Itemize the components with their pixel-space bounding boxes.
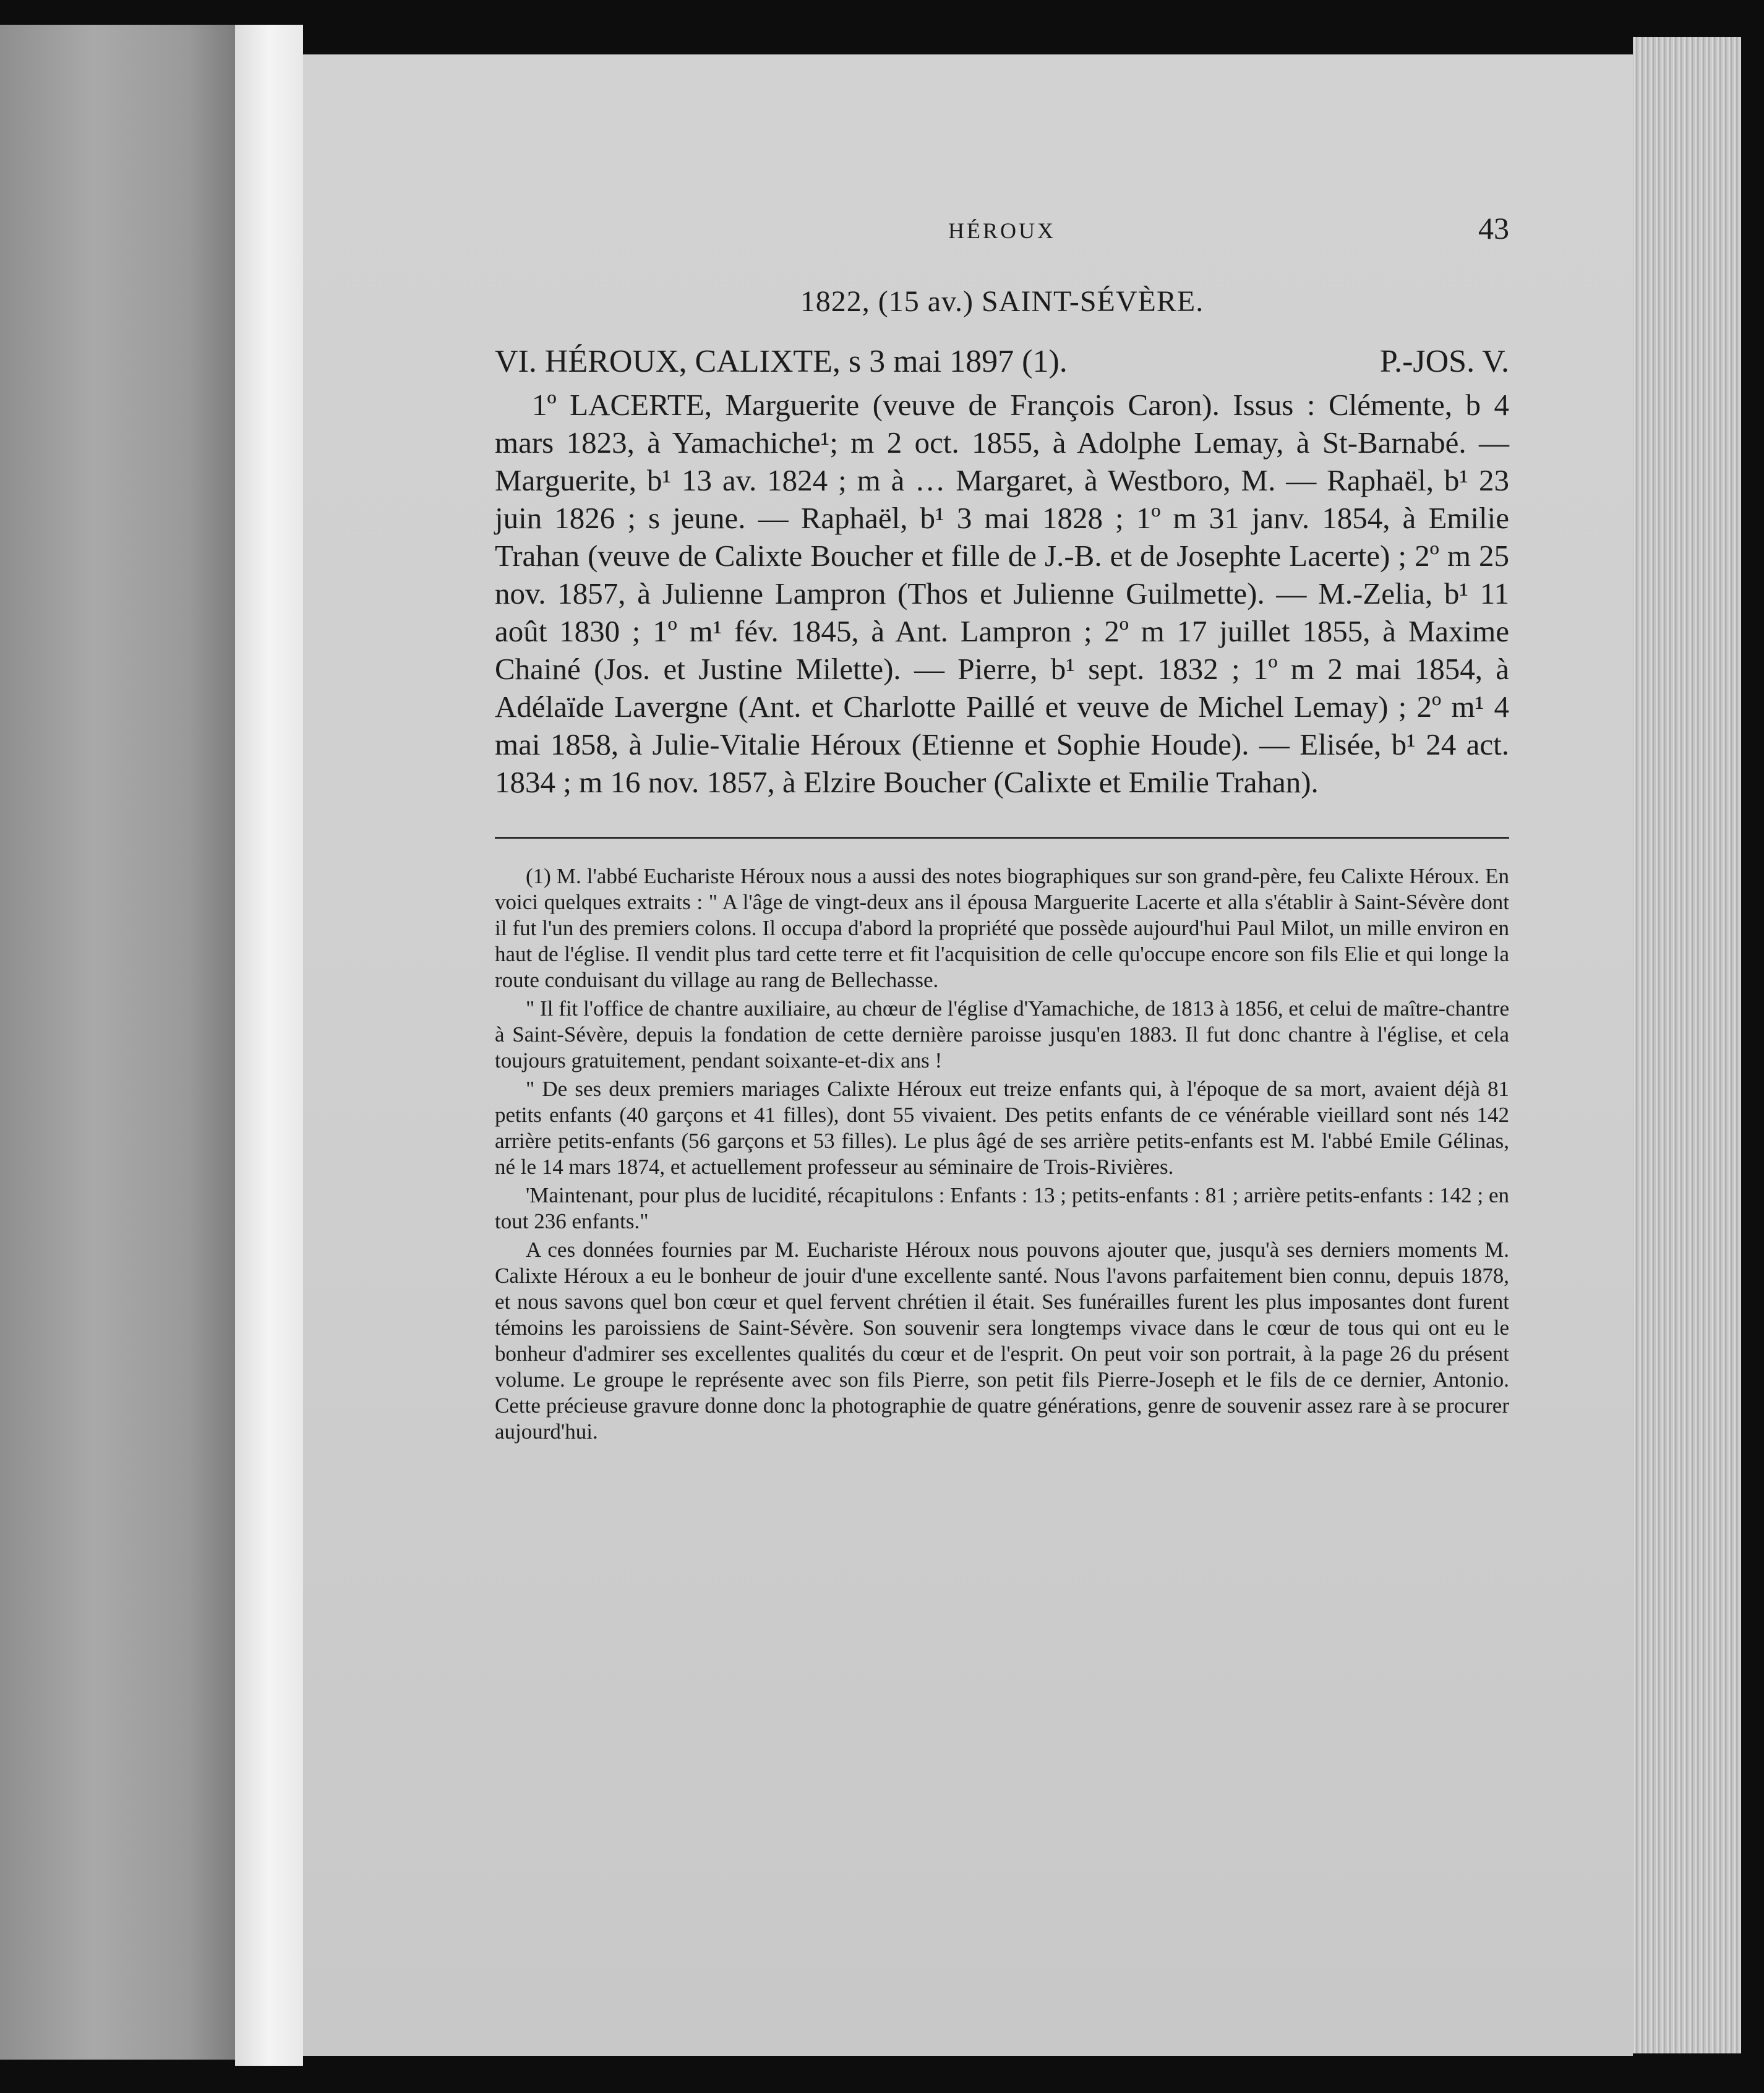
page-edges <box>1633 37 1741 2053</box>
entry-heading-parent: P.-JOS. V. <box>1379 344 1509 379</box>
entry-heading <box>495 343 1509 380</box>
page-text <box>495 210 1509 1447</box>
footnote-divider <box>495 837 1509 839</box>
footnote-paragraph: A ces données fournies par M. Eucharistе Héroux nous pouvons ajouter que, jusqu'à ses derniers moments M. Calixte Héroux a eu le bonheur de jouir d'une excellente santé. Nous l'avons parfaitement bien connu, depuis 1878, et nous savons quel bon cœur et quel fervent chrétien il était. Ses funérailles furent les plus imposantes dont furent témoins les paroissiens de Saint-Sévère. Son souvenir sera longtemps vivace dans le cœur de tous qui ont eu le bonheur d'admirer ses excellentes qualités du cœur et de l'esprit. On peut voir son portrait, à la page 26 du présent volume. Le groupe le représente avec son fils Pierre, son petit fils Pierre-Joseph et le fils de ce dernier, Antonio. Cette précieuse gravure donne donc la photographie de quatre générations, genre de souvenir assez rare à se procurer aujourd'hui. <box>495 1238 1509 1444</box>
footnote-paragraph: 'Maintenant, pour plus de lucidité, récapitulons : Enfants : 13 ; petits-enfants : 81 ; arrière petits-enfants : 142 ; en tout 236 enfants." <box>495 1183 1509 1233</box>
footnote-paragraph: " De ses deux premiers mariages Calixte Héroux eut treize enfants qui, à l'époque de sa mort, avaient déjà 81 petits enfants (40 garçons et 41 filles), dont 55 vivaient. Des petits enfants de ce vénérable vieillard sont nés 142 arrière petits-enfants (56 garçons et 53 filles). Le plus âgé de ses arrière petits-enfants est M. l'abbé Emile Gélinas, né le 14 mars 1874, et actuellement professeur au séminaire de Trois-Rivières. <box>495 1077 1509 1179</box>
running-title: HÉROUX <box>948 218 1056 243</box>
entry-body: 1º LACERTE, Marguerite (veuve de François Caron). Issus : Clémente, b 4 mars 1823, à Yamachiche¹; m 2 oct. 1855, à Adolphe Lemay, à St-Barnabé. — Marguerite, b¹ 13 av. 1824 ; m à … Margaret, à Westboro, M. — Raphaël, b¹ 23 juin 1826 ; s jeune. — Raphaël, b¹ 3 mai 1828 ; 1º m 31 janv. 1854, à Emilie Trahan (veuve de Calixte Boucher et fille de J.-B. et de Josephte Lacerte) ; 2º m 25 nov. 1857, à Julienne Lampron (Thos et Julienne Guilmette). — M.-Zelia, b¹ 11 août 1830 ; 1º m¹ fév. 1845, à Ant. Lampron ; 2º m 17 juillet 1855, à Maxime Chainé (Jos. et Justine Milette). — Pierre, b¹ sept. 1832 ; 1º m 2 mai 1854, à Adélaïde Lavergne (Ant. et Charlotte Paillé et veuve de Michel Lemay) ; 2º m¹ 4 mai 1858, à Julie-Vitalie Héroux (Etienne et Sophie Houde). — Elisée, b¹ 24 act. 1834 ; m 16 nov. 1857, à Elzire Boucher (Calixte et Emilie Trahan). <box>495 388 1509 799</box>
page-number: 43 <box>1478 211 1509 246</box>
page-gutter <box>235 25 303 2066</box>
footnote-paragraph: " Il fit l'office de chantre auxiliaire, au chœur de l'église d'Yamachiche, de 1813 à 1856, et celui de maître-chantre à Saint-Sévère, depuis la fondation de cette dernière paroisse jusqu'en 1883. Il fut donc chantre à l'église, et cela toujours gratuitement, pendant soixante-et-dix ans ! <box>495 996 1509 1072</box>
running-head <box>495 210 1509 260</box>
entry-heading-name: VI. HÉROUX, CALIXTE, s 3 mai 1897 (1). <box>495 344 1068 379</box>
facing-page <box>0 25 235 2060</box>
section-subhead: 1822, (15 av.) SAINT-SÉVÈRE. <box>800 285 1204 318</box>
footnote-paragraph: (1) M. l'abbé Eucharistе Héroux nous a aussi des notes biographiques sur son grand-père, feu Calixte Héroux. En voici quelques extraits : " A l'âge de vingt-deux ans il épousa Marguerite Lacerte et alla s'établir à Saint-Sévère dont il fut l'un des premiers colons. Il occupa d'abord la propriété que possède aujourd'hui Paul Milot, un mille environ en haut de l'église. Il vendit plus tard cette terre et fit l'acquisition de celle qu'occupe encore son fils Elie et qui longe la route conduisant du village au rang de Bellechasse. <box>495 864 1509 992</box>
